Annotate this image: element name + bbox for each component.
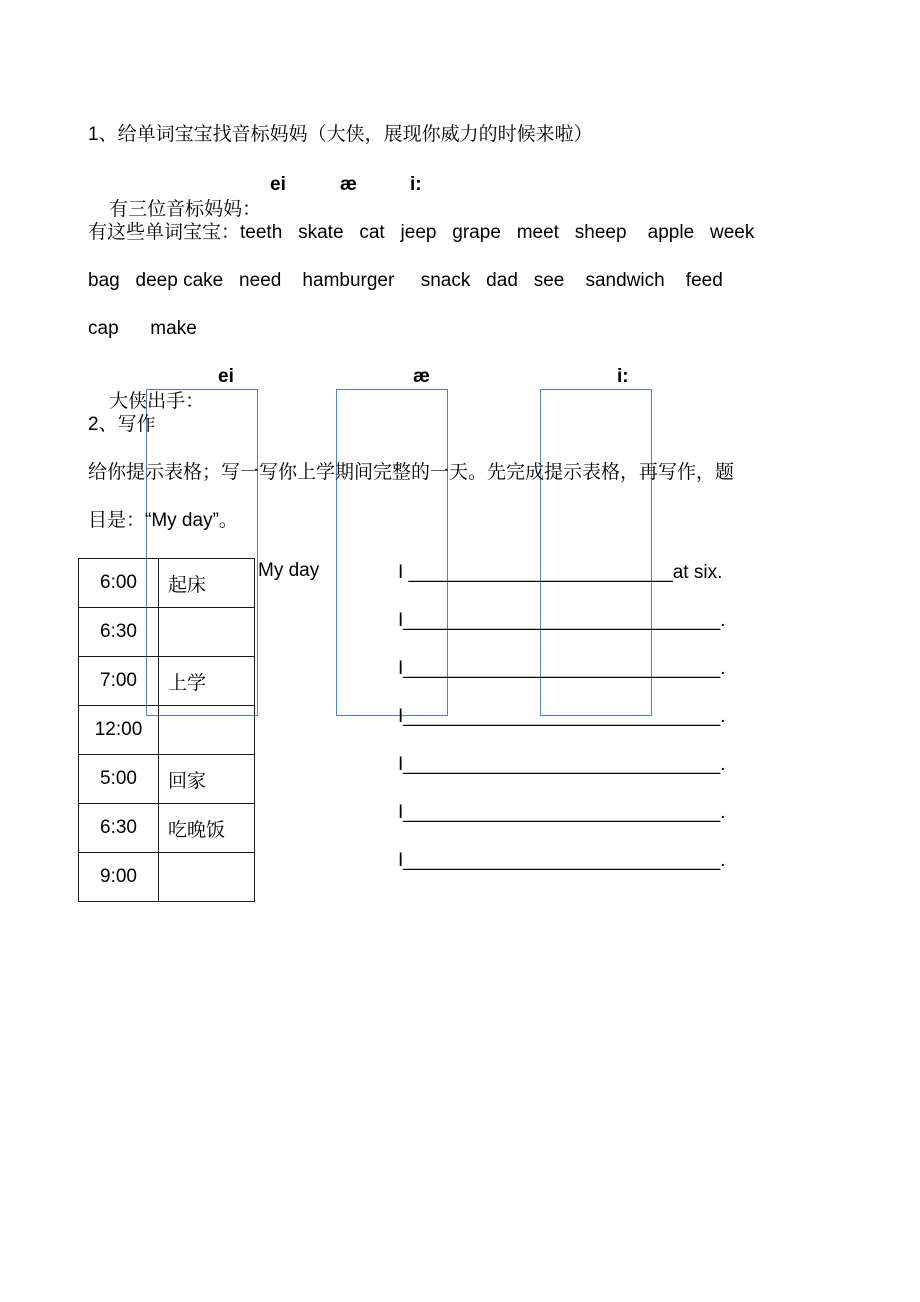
word-list-line3: cap make	[88, 318, 197, 339]
table-row	[79, 559, 255, 608]
answer-phonetic-ei: ei	[218, 366, 234, 387]
phonetic-mothers-line	[88, 172, 848, 322]
time-cell: 12:00	[79, 706, 159, 755]
phonetic-i: i:	[410, 174, 422, 195]
writing-line: I _________________________at six.	[398, 562, 723, 583]
table-row	[79, 657, 255, 706]
time-cell: 6:30	[79, 804, 159, 853]
activity-cell	[159, 706, 255, 755]
table-row	[79, 608, 255, 657]
section1-title: 1、给单词宝宝找音标妈妈（大侠，展现你威力的时候来啦）	[88, 124, 593, 145]
section2-instructions-line2: 目是：“My day”。	[88, 510, 238, 531]
activity-cell: 上学	[159, 657, 255, 706]
schedule-table	[78, 558, 255, 902]
table-row	[79, 853, 255, 902]
section2-instructions-line1: 给你提示表格；写一写你上学期间完整的一天。先完成提示表格，再写作，题	[88, 462, 735, 483]
table-row	[79, 706, 255, 755]
writing-line: I______________________________.	[398, 706, 726, 727]
time-cell: 6:00	[79, 559, 159, 608]
table-row	[79, 804, 255, 853]
time-cell: 5:00	[79, 755, 159, 804]
activity-cell: 回家	[159, 755, 255, 804]
phonetic-ae: æ	[340, 174, 357, 195]
activity-cell	[159, 853, 255, 902]
writing-line: I______________________________.	[398, 754, 726, 775]
writing-line: I______________________________.	[398, 610, 726, 631]
answer-phonetic-ae: æ	[413, 366, 430, 387]
phonetic-mothers-label: 有三位音标妈妈：	[109, 199, 262, 220]
time-cell: 6:30	[79, 608, 159, 657]
time-cell: 7:00	[79, 657, 159, 706]
phonetic-ei: ei	[270, 174, 286, 195]
section2-title: 2、写作	[88, 414, 156, 435]
answer-label: 大侠出手：	[109, 391, 205, 412]
table-row	[79, 755, 255, 804]
time-cell: 9:00	[79, 853, 159, 902]
activity-cell: 吃晚饭	[159, 804, 255, 853]
answer-phonetic-i: i:	[617, 366, 629, 387]
writing-line: I______________________________.	[398, 850, 726, 871]
activity-cell	[159, 608, 255, 657]
writing-line: I______________________________.	[398, 658, 726, 679]
word-list-line1: 有这些单词宝宝：teeth skate cat jeep grape meet sheep apple week	[88, 222, 755, 243]
writing-line: I______________________________.	[398, 802, 726, 823]
activity-cell: 起床	[159, 559, 255, 608]
essay-title: My day	[258, 560, 320, 581]
word-list-line2: bag deep cake need hamburger snack dad see sandwich feed	[88, 270, 723, 291]
